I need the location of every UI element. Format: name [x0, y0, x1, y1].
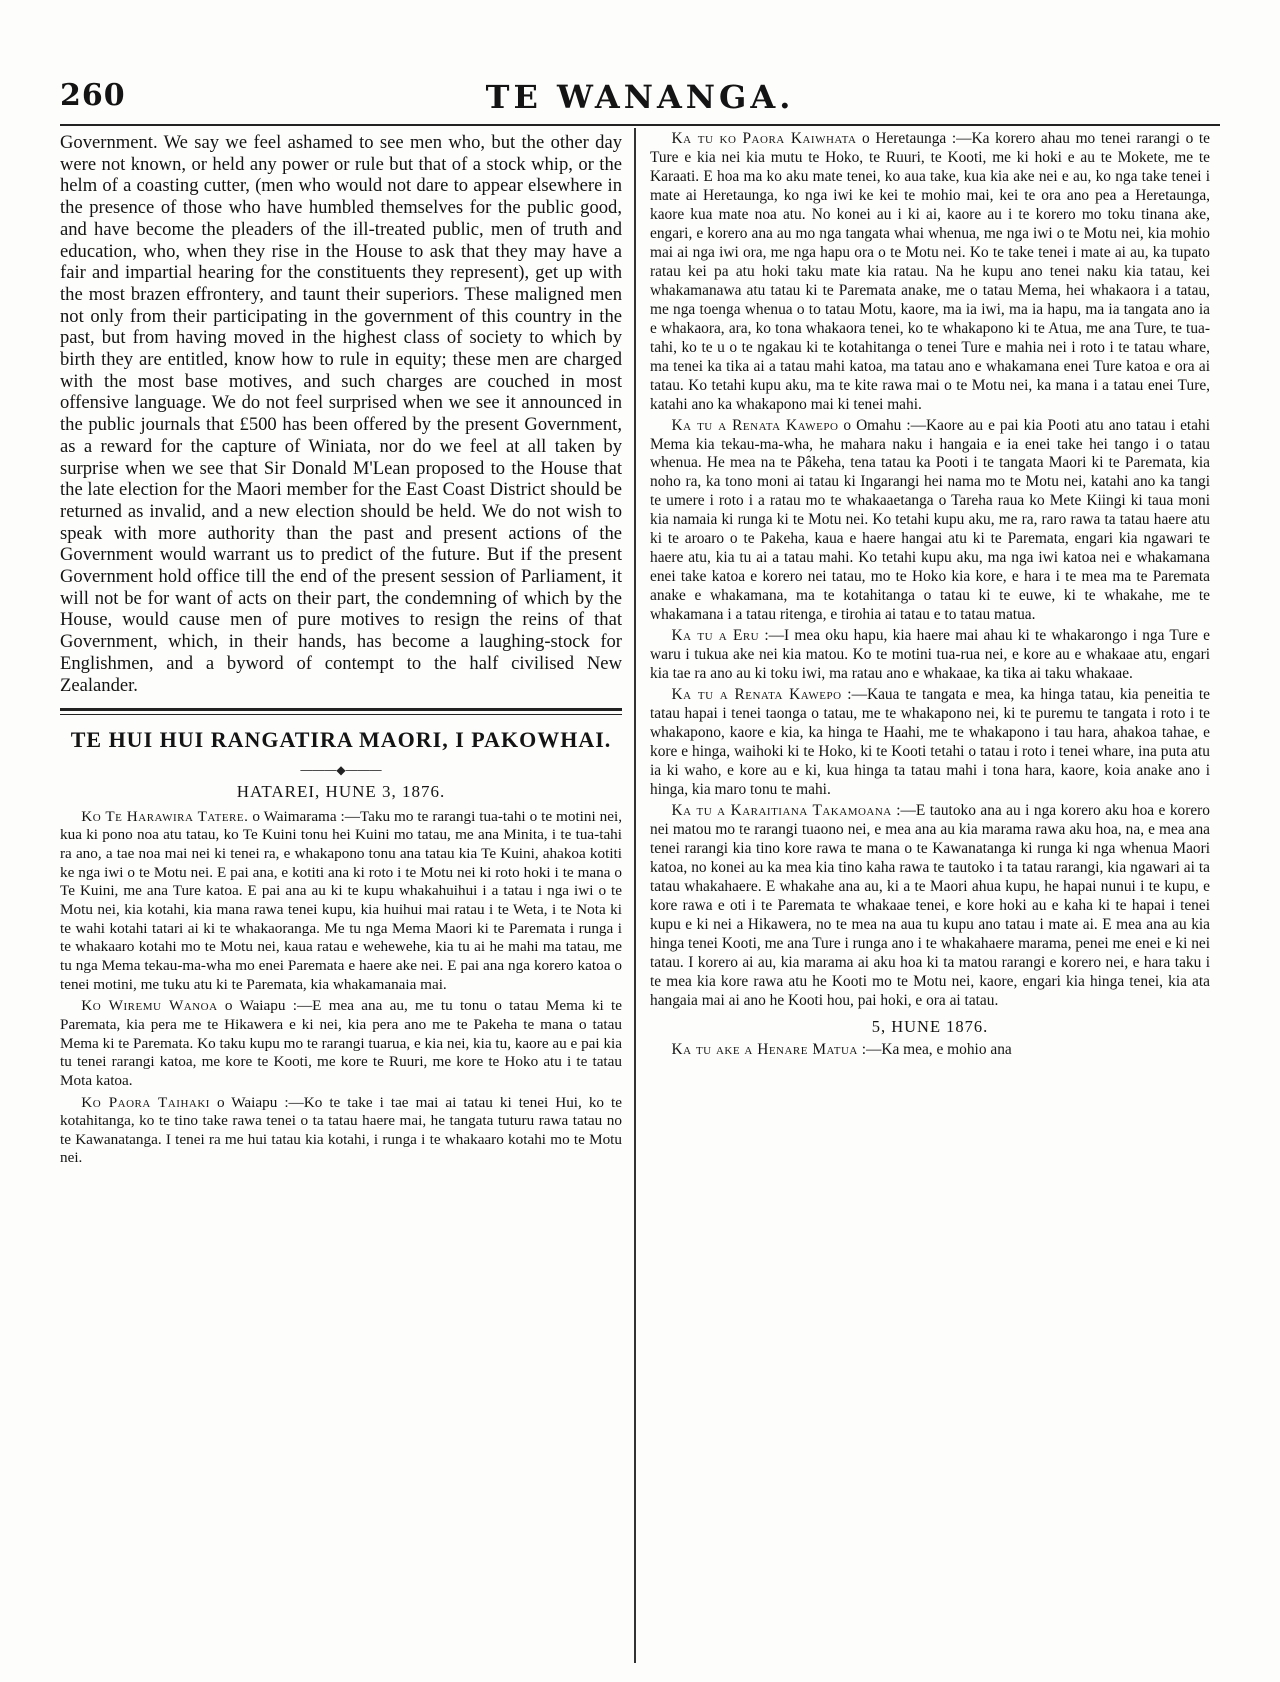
speech-paragraph [60, 997, 622, 1090]
page-number: 260 [60, 78, 126, 113]
speech-text: :—Kaua te tangata e mea, ka hinga tatau, kia peneitia te tatau hapai i tenei taonga o tatau, me te whakapono nei, ki te puremu te tangata i roto i te whakapono, kaore e kia, ka hinga te Haahi, me te whakapono i tau hara, ahakoa tahae, e kore e hinga, waihoki ki te Hoko, ki te Kooti tetahi o tatau i roto i tenei whare, ina puta atu ia ki waho, e kore au e ki, kua hinga ta tatau mahi i tona hara, kaore, koia anake ano i hinga, kia maro tonu te mahi. [650, 686, 1210, 798]
speaker-name: Ka tu a Renata Kawepo [671, 686, 842, 704]
speaker-name: Ka tu a Karaitiana Takamoana [671, 801, 892, 819]
right-column [650, 130, 1210, 1645]
speech-text: o Waiapu :—Ko te take i tae mai ai tatau ki tenei Hui, ko te kotahitanga, ko te tino take rawa tenei o ta tatau haere mai, he tangata tuturu rawa tatau no te Kawanatanga. I tenei ra me hui tatau kia kotahi, i runga i te whakaaro kotahi mo te Motu nei. [60, 1093, 622, 1167]
ornament-divider: ―――◆――― [300, 762, 382, 777]
speech-paragraph [650, 802, 1210, 1011]
speaker-name: Ko Te Harawira Tatere. [81, 807, 249, 825]
speaker-name: Ka tu ko Paora Kaiwhata [671, 130, 857, 147]
newspaper-title: TE WANANGA. [485, 78, 795, 116]
dateline-second: 5, HUNE 1876. [871, 1016, 989, 1036]
speech-paragraph [650, 130, 1210, 415]
speech-paragraph [650, 686, 1210, 800]
section-rule [60, 708, 622, 715]
speech-paragraph [60, 1094, 622, 1169]
speech-paragraph [650, 627, 1210, 684]
speaker-name: Ko Paora Taihaki [81, 1093, 210, 1111]
speech-text: :—Ka mea, e mohio ana [861, 1040, 1012, 1058]
masthead [60, 78, 1220, 122]
speech-paragraph [60, 808, 622, 995]
speech-paragraph [650, 417, 1210, 626]
section-heading: TE HUI HUI RANGATIRA MAORI, I PAKOWHAI. [70, 727, 612, 753]
speaker-name: Ka tu a Renata Kawepo [671, 416, 839, 434]
editorial-paragraph: Government. We say we feel ashamed to see men who, but the other day were not known, or held any power or rule but that of a stock whip, or the helm of a coasting cutter, (men who would not dare to appear elsewhere in the presence of those who have humbled themselves for the public good, and have become the pleaders of the ill-treated public, men of truth and education, who, when they rise in the House to ask that they may have a fair and impartial hearing for the constituents they represent), get up with the most brazen effrontery, and taunt their superiors. These maligned men not only from their participating in the government of this country in the past, but from having moved in the highest class of society to which by birth they are entitled, know how to rule in equity; these men are charged with the most base motives, and such charges are couched in most offensive language. We do not feel surprised when we see it announced in the public journals that £500 has been offered by the present Government, as a reward for the capture of Winiata, nor do we feel at all taken by surprise when we see that Sir Donald M'Lean proposed to the House that the late election for the Maori member for the East Coast District should be returned as invalid, and a new election should be held. We do not wish to speak with more authority than the past and present actions of the Government would warrant us to predict of the future. But if the present Government hold office till the end of the present session of Parliament, it will not be for want of acts on their part, the condemning of which by the House, would cause men of pure motives to resign the reins of that Government, which, in their hands, has become a laughing-stock for Englishmen, and a byword of contempt to the half civilised New Zealander. [60, 132, 622, 696]
masthead-rule [60, 124, 1220, 126]
speech-text: :—E tautoko ana au i nga korero aku hoa e korero nei matou mo te rarangi tuaono nei, e mea ana au kia marama rawa aku hoa, na, e mea ana tenei rarangi kia tino kore rawa te mana o te Kawanatanga ki runga ki nga whenua Maori katoa, no konei au ka mea kia tino kaha rawa te tautoko i ta tatau rarangi, kia ngawari ai ta tatau whakahaere. E whakahe ana au, ki a te Maori ahua kupu, he hapai nunui i te kupu, e kore rawa e oti i te Paremata te whakaae tenei, e kore hoki au e kaha ki te hapai i tenei kupu e ki nei a Hikawera, no te mea na aua tu kupu ano tatau i mate ai. E mea ana au kia hinga tenei Kooti, me ana Ture i runga ano i te whakahaere marama, penei me enei e ki nei tatau. I korero ai au, kia marama ai aku hoa ki ta matou rarangi e korero nei, e hara taku i te mea kia kore rawa atu he Kooti mo te Motu nei, kaore, engari kia hinga tenei, kia ata hangaia mai ai ano he Kooti hou, pai hoki, e ora ai tatau. [650, 801, 1210, 1009]
speech-text: :—I mea oku hapu, kia haere mai ahau ki te whakarongo i nga Ture e waru i tukua ake nei kia matou. Ko te motini tua-rua nei, e kore au e whakaae atu, engari kia tae ra ano au ki toku iwi, ma ratau ano e whakaae, ka tika ai taku whakaae. [650, 627, 1210, 683]
speech-text: o Waimarama :—Taku mo te rarangi tua-tahi o te motini nei, kua ki pono noa atu tatau, ko Te Kuini tonu hei Kuini mo tatau, me ana Minita, i te tua-tahi ra ano, a tae noa mai nei ki tenei ra, e whakapono tonu ana tatau kia Te Kuini, ahakoa kotiti ke nga iwi o te Motu nei. E pai ana, e kotiti ana ki roto i te Motu nei ki roto hoki i te mana o Te Kuini, me ana Ture katoa. E pai ana au ki te kupu whakahuihui i a tatau i nga iwi o te Motu nei, kia kotahi, kia mana rawa tenei kupu, kia huihui mai ratau i te Weta, i te Nota ki te wahi kotahi tatari ai ki te whakaoranga. Me tu nga Mema Maori ki te Paremata i runga i te whakaaro kotahi mo te Motu nei, kaua ratau e wehewehe, kia tu ai he mahi ma tatau, me tu nga Mema tekau-ma-wha mo enei Paremata e haere ake nei. E pai ana nga korero katoa o tenei motini, me tuku atu ki te Paremata, kia whakamanaia mai. [60, 807, 622, 993]
speech-text: o Waiapu :—E mea ana au, me tu tonu o tatau Mema ki te Paremata, kia pera me te Hikawera e ki nei, kia pera ano me te Pakeha te mana o tatau Mema ki te Paremata. Ko taku kupu mo te rarangi tuarua, e kia nei, kia tu, kaore au e pai kia tu tenei rarangi katoa, me kore te Kooti, me kore te Ruuri, me kore te Hoko atu i te tatau Mota katoa. [60, 997, 622, 1089]
dateline: HATAREI, HUNE 3, 1876. [236, 781, 446, 801]
speech-paragraph [650, 1041, 1210, 1060]
speech-text: o Omahu :—Kaore au e pai kia Pooti atu ano tatau i etahi Mema kia tekau-ma-wha, he mahara naku i hangaia e ia enei take hei tango i o tatau whenua. He mea na te Pâkeha, tena tatau ka Pooti i te tangata Maori ki te Paremata, kia noho ra, ka tono moni ai tatau ki Ingarangi hei nama mo te Motu nei, katahi ano ka tangi te umere i roto i a ratau mo te whakaaetanga o Tareha raua ko Mete Kiingi ki taua moni kia namaia ki runga ki te Motu nei. Ko tetahi kupu aku, me ra, raro rawa ta tatau haere atu ki te aroaro o te Pakeha, kaua e haere hangai atu ki te Paremata, engari kia ngawari te haere atu, kia tu ai a tatau mahi. Ko tetahi kupu aku, ma nga iwi katoa nei e whakamana enei take katoa e korero nei tatau, mo te Hoko kia kore, e hara i te mea ma te Paremata anake e whakamana, ma te kotahitanga o tatau ki te euwe, ki te whakahe, me te whakamana i a tatau ritenga, e tirohia ai tatau e to tatau matua. [650, 416, 1210, 624]
speaker-name: Ko Wiremu Wanoa [81, 997, 218, 1015]
left-column [60, 130, 622, 1645]
speaker-name: Ka tu ake a Henare Matua [671, 1040, 858, 1058]
speaker-name: Ka tu a Eru [671, 627, 760, 645]
speech-text: o Heretaunga :—Ka korero ahau mo tenei rarangi o te Ture e kia nei kia mutu te Hoko, te Ruuri, te Kooti, me ki hoki e au te Mokete, me te Karaati. E hoa ma ko aku mate tenei, ko aua take, kua kia ake nei e au, ko nga take tenei i mate ai Heretaunga, ko nga iwi ke kei te mohio mai, kei te ora ano pea a Heretaunga, kaore kua mate noa atu. No konei au i ki ai, kaore au i te korero mo toku tinana ake, engari, e korero ana au mo nga tangata whai whenua, me nga iwi o te Motu nei, kia mohio mai ai nga iwi ora, me nga hapu ora o te Motu nei. Ko te take tenei i mate ai au, ka tupato ratau kei pa atu hoki taku mate kia ratau. Na he kupu ano tenei naku kia tatau, kei whakamanawa atu tatau ki te Paremata anake, me o tatau Mema, hei whakaora i a tatau, me nga toenga whenua o to tatau Motu, kaore, ma ia iwi, ma ia hapu, ma ia tangata ano ia e whakaora, ara, ko tona whakaora tenei, ko te whakapono ki te Atua, me ana Ture, te tua-tahi, ko te u o te ngakau ki te kotahitanga o tenei Ture e mahia nei i roto i te tatau whare, ma tenei ka tika ai a tatau mahi katoa, ma tatau ano e whakamana enei Ture katoa e ora ai tatau. Ko tetahi kupu aku, ma te kite rawa mai o te Motu nei, ka mana i a tatau enei Ture, katahi ano ka whakapono mai ki tenei mahi. [650, 130, 1210, 413]
column-divider [634, 128, 636, 1663]
